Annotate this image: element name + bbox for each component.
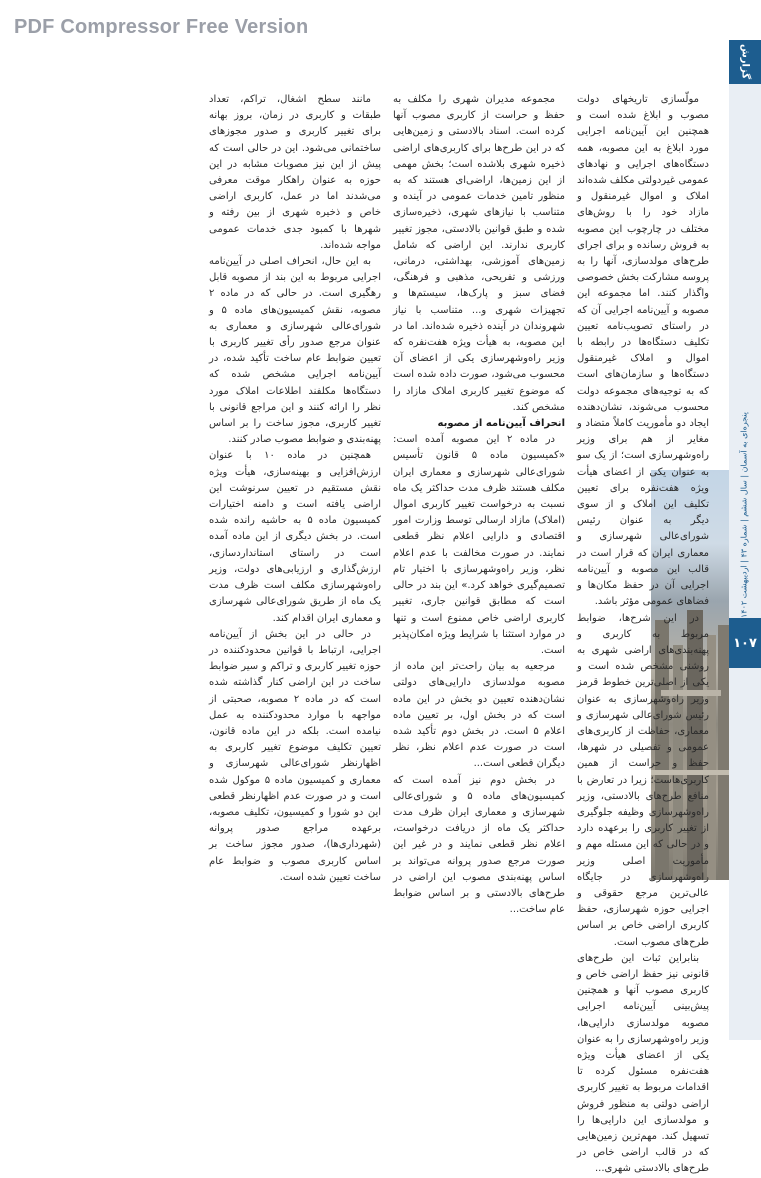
section-tab [729,40,761,84]
paragraph: بنابراین ثبات این طرح‌های قانونی نیز حفظ اراضی خاص و کاربری مصوب آنها و همچنین پیش‌بینی آیین‌نامه اجرایی مصوبه مولدسازی دارایی‌ها، وزیر راه‌وشهرسازی را به عنوان یکی از اعضای هیأت ویژه هفت‌نفره مسئول کرده تا اقدامات مربوط به تغییر کاربری اراضی دولتی به منظور فروش و مولدسازی این دارایی‌ها را تسهیل کند. مهم‌ترین زمین‌هایی که در قالب اراضی خاص در طرح‌های بالادستی شهری... [577,952,709,1175]
watermark: PDF Compressor Free Version [14,16,309,38]
paragraph: مانند سطح اشغال، تراکم، تعداد طبقات و کاربری در زمان، بروز بهانه برای تغییر کاربری و صدور مجوزهای ساختمانی می‌شود. این در حالی است که پیش از این نیز مصوبات مشابه در این حوزه به عنوان راهکار موقت معرفی می‌شدند اما در عمل، کاربری اراضی خاص و ذخیره شهری از بین رفته و شهرها با کمبود جدی خدمات عمومی مواجه شده‌اند. [209,94,381,251]
section-heading: انحراف آیین‌نامه از مصوبه [437,418,565,430]
paragraph: در این شرح‌ها، ضوابط مربوط به کاربری و پهنه‌بندی‌های اراضی شهری به روشنی مشخص شده است و یکی از اصلی‌ترین خطوط قرمز وزیر راه‌وشهرسازی به عنوان رئیس شورای‌عالی شهرسازی و معماری، حفاظت از کاربری‌های عمومی و تفصیلی در شهرها، حفظ و حراست از همین کاربری‌هاست؛ زیرا در تعارض با منافع طرح‌های بالادستی، وزیر راه‌وشهرسازی وظیفه جلوگیری از تغییر کاربری را برعهده دارد و در حالی که این مسئله مهم و مأموریت اصلی وزیر راه‌وشهرسازی در جایگاه عالی‌ترین مرجع حقوقی و اجرایی حوزه شهرسازی، حفظ کاربری اراضی خاص بر اساس طرح‌های مصوب است. [577,612,709,948]
paragraph: مرجعیه به بیان راحت‌تر این ماده از مصوبه مولدسازی دارایی‌های دولتی نشان‌دهنده تعیین دو بخش در این ماده است که در بخش اول، بر تعیین ماده اعلام ۵ است. در بخش دوم تأکید شده است در صورت عدم اعلام نظر، نظر دیگران قطعی است... [393,661,565,770]
column-3 [209,92,381,1037]
paragraph: در حالی در این بخش از آیین‌نامه اجرایی، ارتباط با قوانین محدودکننده در حوزه تغییر کاربری و تراکم و سیر ضوابط ساخت در این اراضی کنار گذاشته شده است که در ماده ۲ مصوبه، صحبتی از مواجهه با موارد محدودکننده به عمل نیامده است. بلکه در این ماده قانون، تعیین تکلیف موضوع تغییر کاربری به اظهارنظر شورای‌عالی شهرسازی و معماری و کمیسیون ماده ۵ موکول شده است و در صورت عدم اظهارنظر قطعی این دو شورا و کمیسیون، تکلیف مصوبه، برعهده مراجع صدور پروانه (شهرداری‌ها)، صدور مجوز ساخت بر اساس کاربری مصوب و ضوابط عام ساخت تعیین شده است. [209,628,381,883]
paragraph: در بخش دوم نیز آمده است که کمیسیون‌های ماده ۵ و شورای‌عالی شهرسازی و معماری ایران ظرف مدت حداکثر یک ماه از دریافت درخواست، اعلام نظر قطعی نمایند و در غیر این صورت مرجع صدور پروانه می‌تواند بر اساس پهنه‌بندی مصوب این اراضی در طرح‌های بالادستی و بر اساس ضوابط عام ساخت... [393,774,566,916]
paragraph: مولّسازی تاریخهای دولت مصوب و ابلاغ شده است و همچنین این آیین‌نامه اجرایی مورد ابلاغ به این مصوبه، همه دستگاه‌های اجرایی و نهادهای عمومی غیردولتی مکلف شده‌اند املاک و اموال غیرمنقول و مازاد خود را با روش‌های مختلف در چارچوب این مصوبه به فروش رسانده و برای اجرای طرح‌های مولدسازی، آنها را به پروسه مشارکت بخش خصوصی واگذار کنند. اما مجموعه این مصوبه و آیین‌نامه اجرایی آن که در راستای تصویب‌نامه تعیین تکلیف دستگاه‌ها در رابطه با اموال و املاک غیرمنقول دستگاه‌ها و سازمان‌های است که به توجیه‌های مجموعه دولت محسوب می‌شوند، نشان‌دهنده ایجاد دو مأموریت کاملاً متضاد و مغایر از هم برای وزیر راه‌وشهرسازی است؛ از یک سو به عنوان یکی از اعضای هیأت ویژه هفت‌نفره برای تعیین تکلیف این املاک و از سوی دیگر به عنوان رئیس شورای‌عالی شهرسازی و معماری ایران که قرار است در قالب این مصوبه و آیین‌نامه اجرایی آن در حفظ مکان‌ها و فضاهای عمومی مؤثر باشد. [577,94,709,608]
column-2 [393,92,565,1037]
page-number-box [729,618,761,668]
section-tab-label: گزارش [739,44,751,80]
page-number: ۱۰۷ [733,635,757,651]
paragraph: مجموعه مدیران شهری را مکلف به حفظ و حراست از کاربری مصوب آنها کرده است. اسناد بالادستی و زمین‌هایی که در این طرح‌ها برای کاربری‌های اراضی ذخیره شهری بلاشده است؛ بخش مهمی از این زمین‌ها، اراضی‌ای هستند که به منظور تامین خدمات عمومی در آینده و متناسب با نیازهای شهری، ذخیره‌سازی شده و طبق قوانین بالادستی، مجوز تغییر کاربری ندارند. این اراضی که شامل زمین‌های آموزشی، بهداشتی، درمانی، ورزشی و تفریحی، مذهبی و فرهنگی، فضای سبز و پارک‌ها، سیستم‌ها و تجهیزات شهری و... متناسب با نیاز شهروندان در آینده ذخیره شده‌اند. اما در این مصوبه، به هیأت ویژه هفت‌نفره که وزیر راه‌وشهرسازی یکی از اعضای آن محسوب می‌شود، صورت داده شده است که موضوع تغییر کاربری املاک مازاد را مشخص کند. [393,94,565,413]
issue-info: پنجره‌ای به آسمان | سال ششم | شماره ۴۳ | اردیبهشت ۱۴۰۲ [739,411,749,619]
paragraph: در ماده ۲ این مصوبه آمده است: «کمیسیون ماده ۵ قانون تأسیس شورای‌عالی شهرسازی و معماری ایران مکلف هستند ظرف مدت حداکثر یک ماه نسبت به درخواست تغییر کاربری اموال (املاک) مازاد ارسالی توسط وزارت امور اقتصادی و دارایی اعلام نظر قطعی نمایند. در صورت مخالفت با عدم اعلام نظر، وزیر راه‌وشهرسازی با اختیار تام تصمیم‌گیری خواهد کرد.» این بند در حالی است که مطابق قوانین جاری، تغییر کاربری اراضی خاص ممنوع است و تنها در موارد استثنا با شرایط ویژه امکان‌پذیر است. [393,434,565,656]
column-1 [577,92,709,1175]
paragraph: همچنین در ماده ۱۰ با عنوان ارزش‌افزایی و بهینه‌سازی، هیأت ویژه نقش مستقیم در تعیین سرنوشت این اراضی یافته است و دامنه اختیارات کمیسیون ماده ۵ به حاشیه رانده شده است. در بخش دیگری از این ماده آمده است در راستای استانداردسازی، ارزش‌گذاری و ارزیابی‌های دولت، وزیر راه‌وشهرسازی مکلف است ظرف مدت یک ماه از طریق شورای‌عالی شهرسازی و معماری ایران اقدام کند. [209,450,382,624]
paragraph: به این حال، انحراف اصلی در آیین‌نامه اجرایی مربوط به این بند از مصوبه قابل رهگیری است. در حالی که در ماده ۲ مصوبه، نقش کمیسیون‌های ماده ۵ و شورای‌عالی شهرسازی و معماری به عنوان مرجع صدور رأی تغییر کاربری با تعیین ضوابط عام ساخت تأکید شده، در آیین‌نامه اجرایی مشخص شده که دستگاه‌ها مکلفند اطلاعات املاک مورد نظر را ارائه کنند و این مراجع قانونی با تغییر کاربری، مجوز ساخت را بر اساس پهنه‌بندی و ضوابط مصوب صادر کنند. [209,256,382,446]
